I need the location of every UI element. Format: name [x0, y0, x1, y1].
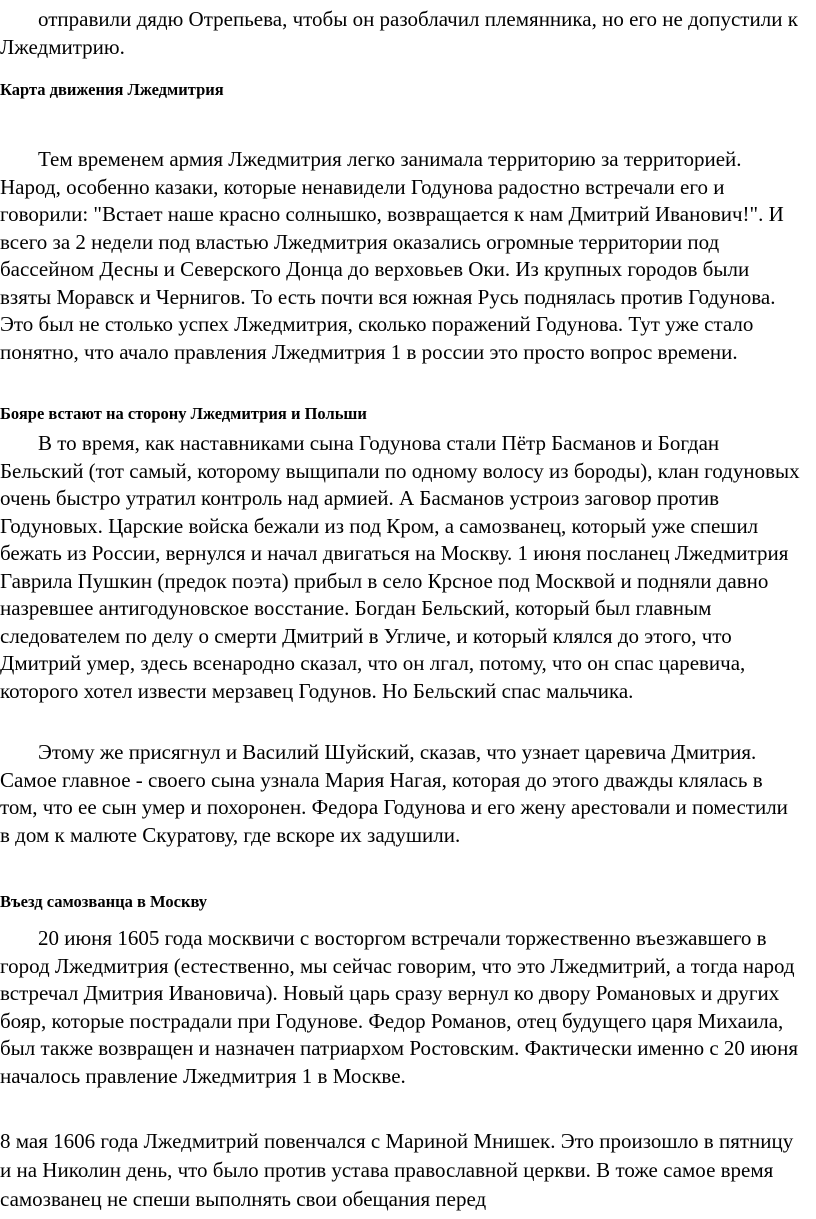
heading-map-block [0, 79, 800, 101]
army-paragraph: Тем временем армия Лжедмитрия легко занимала территорию за территорией. Народ, особенно казаки, которые ненавидели Годунова радостно встречали его и говорили: "Встает наше красно солнышко, возвращается к нам Дмитрий Иванович!". И всего за 2 недели под властью Лжедмитрия оказались огромные территории под бассейном Десны и Северского Донца до верховьев Оки. Из крупных городов были взяты Моравск и Чернигов. То есть почти вся южная Русь поднялась против Годунова. Это был не столько успех Лжедмитрия, сколько поражений Годунова. Тут уже стало понятно, что ачало правления Лжедмитрия 1 в россии это просто вопрос времени. [0, 147, 784, 364]
heading-map: Карта движения Лжедмитрия [0, 80, 224, 99]
marriage-paragraph-block [0, 1127, 800, 1214]
heading-entry-block [0, 891, 800, 913]
basmanov-paragraph: В то время, как наставниками сына Годунова стали Пётр Басманов и Богдан Бельский (тот самый, которому выщипали по одному волосу из бороды), клан годуновых очень быстро утратил контроль над армией. А Басманов устроиз заговор против Годуновых. Царские войска бежали из под Кром, а самозванец, который уже спешил бежать из России, вернулся и начал двигаться на Москву. 1 июня посланец Лжедмитрия Гаврила Пушкин (предок поэта) прибыл в село Крсное под Москвой и подняли давно назревшее антигодуновское восстание. Богдан Бельский, который был главным следователем по делу о смерти Дмитрий в Угличе, и который клялся до этого, что Дмитрий умер, здесь всенародно сказал, что он лгал, потому, что он спас царевича, которого хотел извести мерзавец Годунов. Но Бельский спас мальчика. [0, 431, 800, 703]
shuisky-paragraph-block [0, 739, 800, 849]
heading-entry: Въезд самозванца в Москву [0, 892, 208, 911]
intro-paragraph: отправили дядю Отрепьева, чтобы он разоблачил племянника, но его не допустили к Лжедмитрию. [0, 7, 798, 59]
marriage-paragraph: 8 мая 1606 года Лжедмитрий повенчался с Мариной Мнишек. Это произошло в пятницу и на Николин день, что было против устава православной церкви. В тоже самое время самозванец не спеши выполнять свои обещания перед [0, 1129, 794, 1211]
heading-boyars-block [0, 403, 800, 425]
entry-paragraph-block [0, 925, 800, 1090]
intro-paragraph-block [0, 6, 800, 61]
heading-boyars: Бояре встают на сторону Лжедмитрия и Польши [0, 404, 367, 423]
shuisky-paragraph: Этому же присягнул и Василий Шуйский, сказав, что узнает царевича Дмитрия. Самое главное - своего сына узнала Мария Нагая, которая до этого дважды клялась в том, что ее сын умер и похоронен. Федора Годунова и его жену арестовали и поместили в дом к малюте Скуратову, где вскоре их задушили. [0, 740, 788, 847]
entry-paragraph: 20 июня 1605 года москвичи с восторгом встречали торжественно въезжавшего в город Лжедмитрия (естественно, мы сейчас говорим, что это Лжедмитрий, а тогда народ встречал Дмитрия Ивановича). Новый царь сразу вернул ко двору Романовых и других бояр, которые пострадали при Годунове. Федор Романов, отец будущего царя Михаила, был также возвращен и назначен патриархом Ростовским. Фактически именно с 20 июня началось правление Лжедмитрия 1 в Москве. [0, 926, 798, 1088]
basmanov-paragraph-block [0, 430, 800, 705]
army-paragraph-block [0, 146, 800, 366]
